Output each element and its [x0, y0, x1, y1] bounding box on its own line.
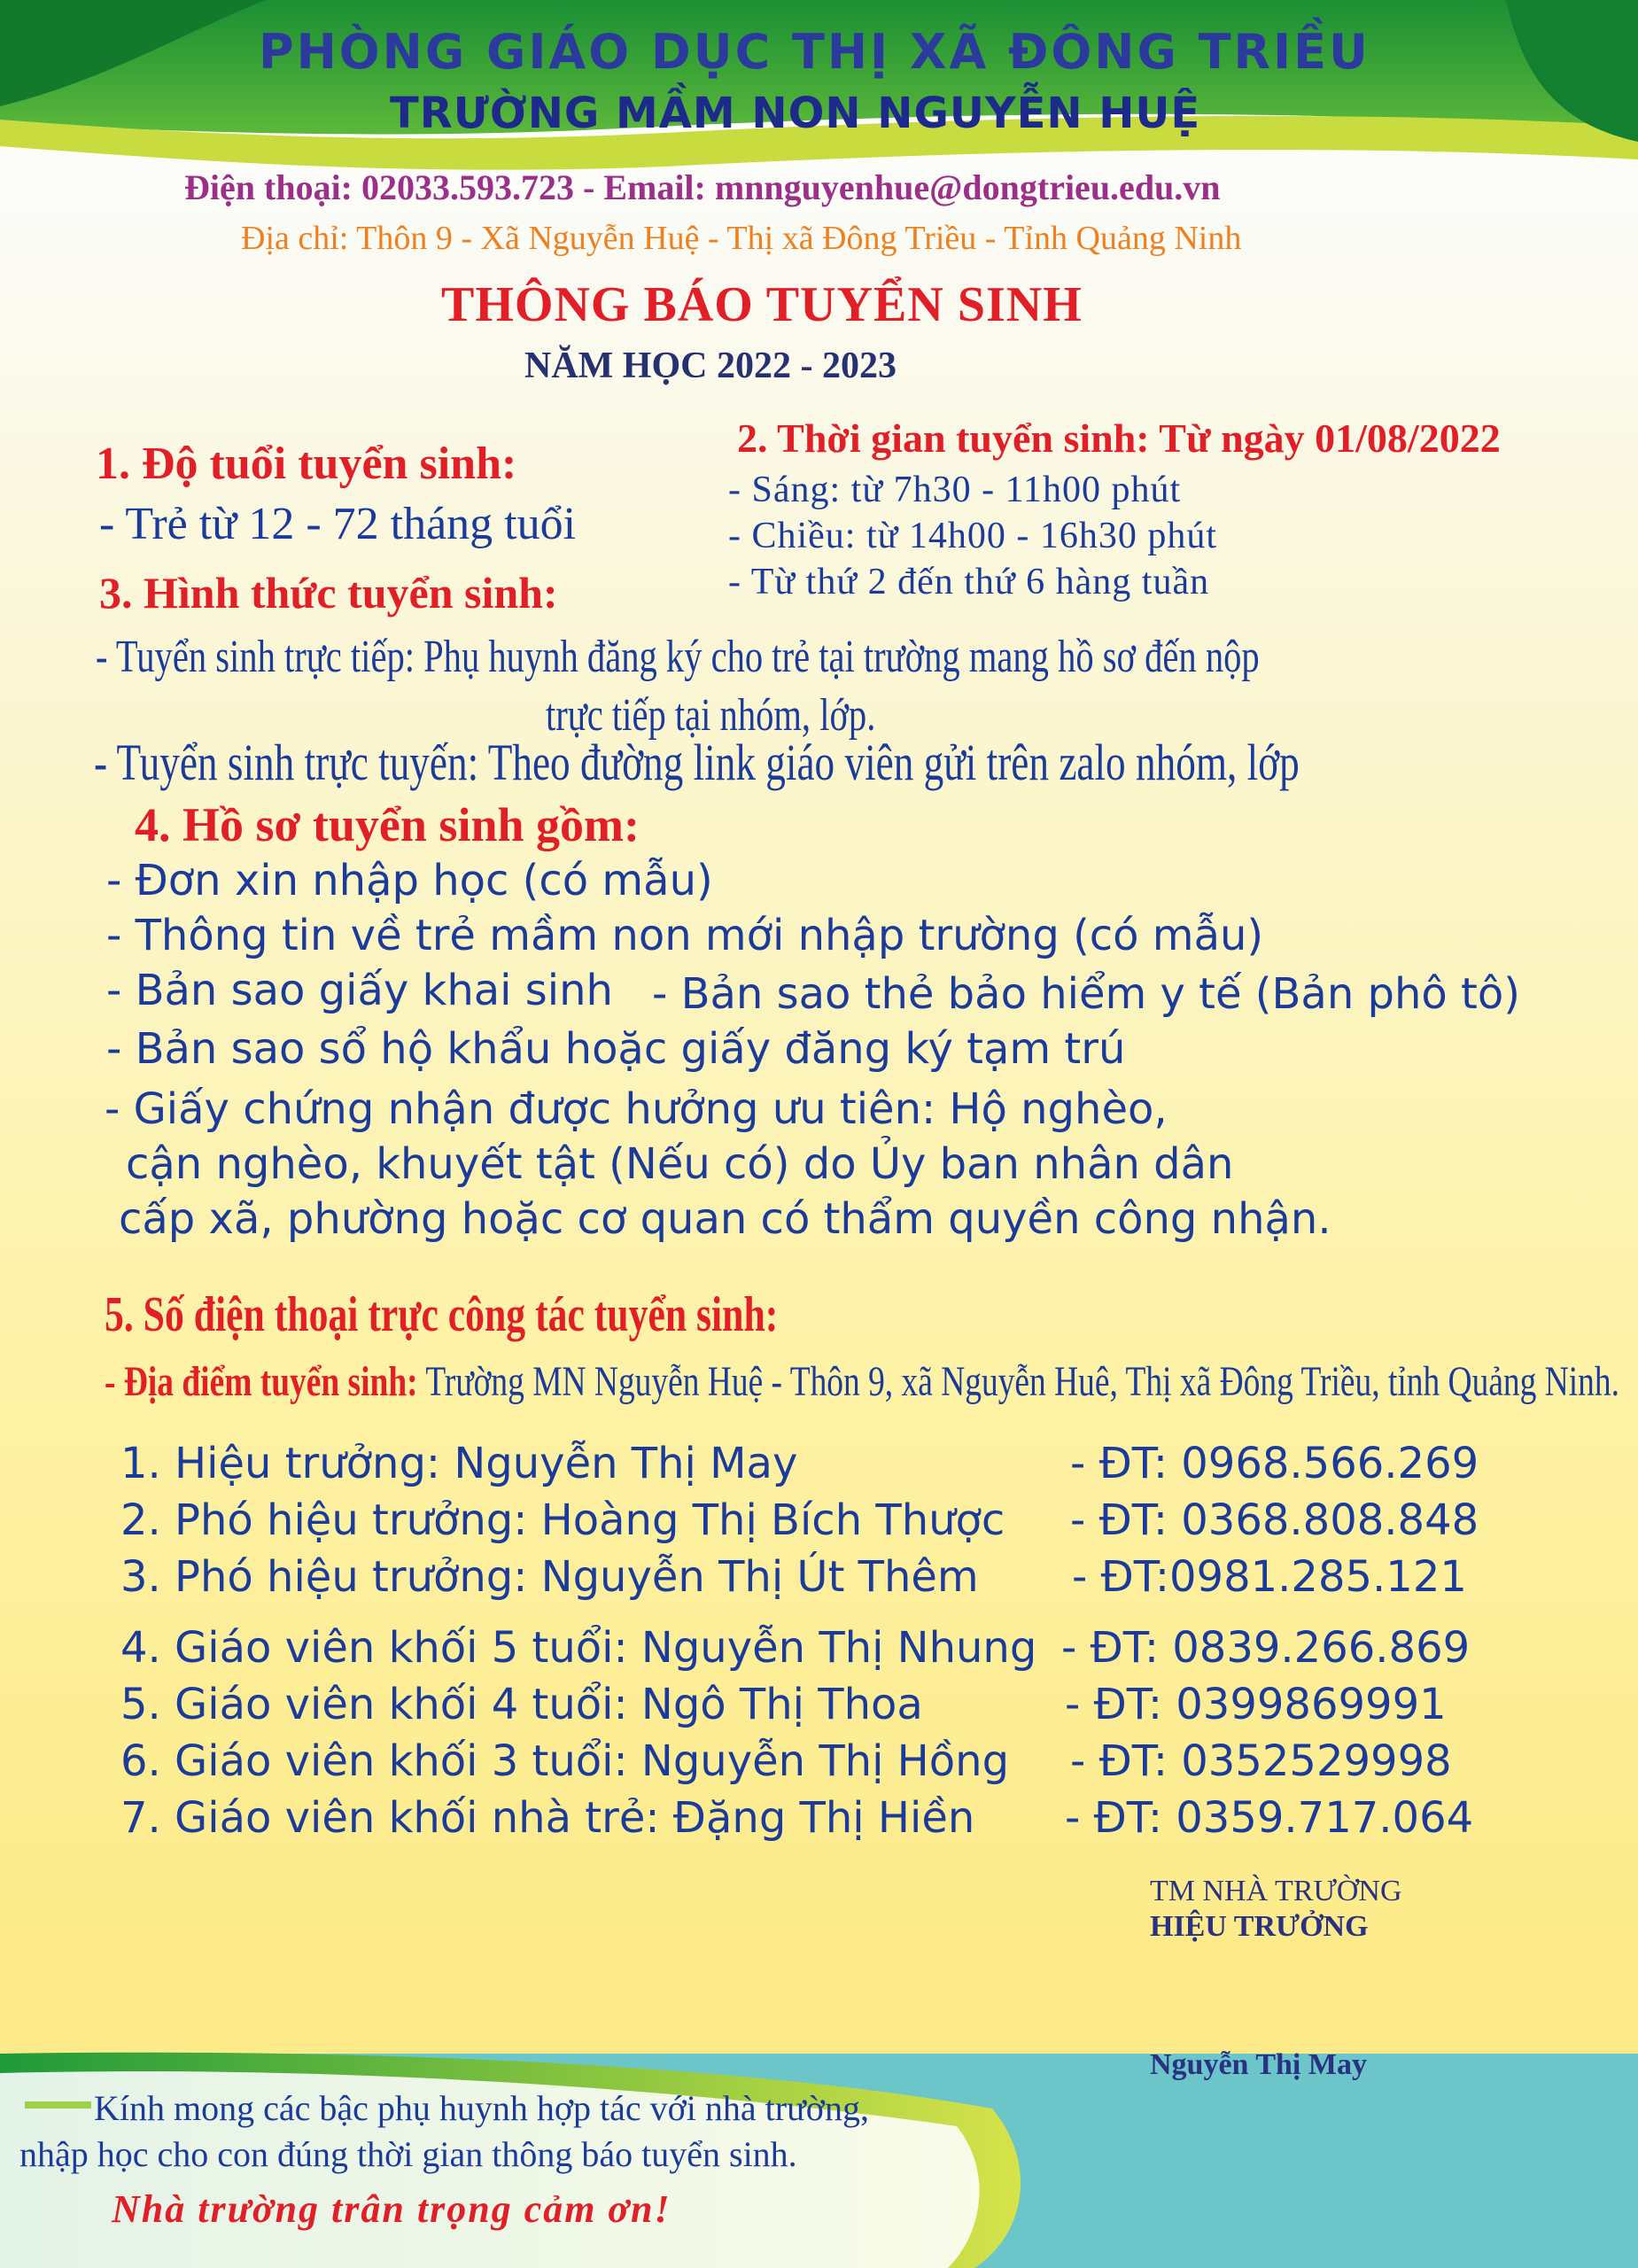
section5-location-value: Trường MN Nguyễn Huệ - Thôn 9, xã Nguyễn Huê, Thị xã Đông Triều, tỉnh Quảng Ninh.	[417, 1358, 1619, 1405]
section4-item-priority-cert-line1: - Giấy chứng nhận được hưởng ưu tiên: Hộ nghèo,	[105, 1084, 1168, 1134]
section3-heading: 3. Hình thức tuyển sinh:	[99, 568, 558, 617]
contact-line: Điện thoại: 02033.593.723 - Email: mnnguyenhue@dongtrieu.edu.vn	[184, 167, 1221, 207]
section4-heading: 4. Hồ sơ tuyển sinh gồm:	[135, 798, 640, 851]
contact-phone-vice-principal-1: - ĐT: 0368.808.848	[1070, 1495, 1479, 1545]
contact-phone-teacher-5yo: - ĐT: 0839.266.869	[1061, 1623, 1471, 1673]
section5-heading: 5. Số điện thoại trực công tác tuyển sinh:	[105, 1287, 779, 1342]
notice-title: THÔNG BÁO TUYỂN SINH	[441, 277, 1083, 332]
contact-name-teacher-4yo: 5. Giáo viên khối 4 tuổi: Ngô Thị Thoa	[120, 1680, 923, 1729]
section4-item-health-insurance: - Bản sao thẻ bảo hiểm y tế (Bản phô tô)	[652, 969, 1520, 1019]
section2-line-days: - Từ thứ 2 đến thứ 6 hàng tuần	[728, 562, 1210, 602]
signature-on-behalf: TM NHÀ TRƯỜNG	[1150, 1875, 1402, 1907]
contact-name-vice-principal-1: 2. Phó hiệu trưởng: Hoàng Thị Bích Thược	[120, 1495, 1005, 1545]
section4-item-household-register: - Bản sao sổ hộ khẩu hoặc giấy đăng ký tạm trú	[106, 1024, 1126, 1074]
signature-name: Nguyễn Thị May	[1150, 2048, 1367, 2081]
section4-item-birth-certificate: - Bản sao giấy khai sinh	[106, 966, 613, 1015]
contact-name-teacher-5yo: 4. Giáo viên khối 5 tuổi: Nguyễn Thị Nhung	[120, 1623, 1037, 1673]
section3-online-line: - Tuyển sinh trực tuyến: Theo đường link giáo viên gửi trên zalo nhóm, lớp	[94, 734, 1300, 791]
signature-role: HIỆU TRƯỞNG	[1150, 1910, 1369, 1943]
department-name: PHÒNG GIÁO DỤC THỊ XÃ ĐÔNG TRIỀU	[259, 24, 1370, 80]
address-line: Địa chỉ: Thôn 9 - Xã Nguyễn Huệ - Thị xã Đông Triều - Tỉnh Quảng Ninh	[241, 220, 1242, 257]
section5-location-label: - Địa điểm tuyển sinh:	[105, 1358, 418, 1405]
footer-message-line1: Kính mong các bậc phụ huynh hợp tác với nhà trường,	[94, 2088, 869, 2128]
section2-heading: 2. Thời gian tuyển sinh: Từ ngày 01/08/2022	[737, 416, 1501, 461]
section4-item-child-info: - Thông tin về trẻ mầm non mới nhập trường (có mẫu)	[106, 911, 1264, 960]
section4-item-application-form: - Đơn xin nhập học (có mẫu)	[106, 856, 713, 905]
section3-direct-line2: trực tiếp tại nhóm, lớp.	[546, 690, 876, 741]
section3-direct-line1: - Tuyển sinh trực tiếp: Phụ huynh đăng ký cho trẻ tại trường mang hồ sơ đến nộp	[96, 632, 1260, 682]
footer-message-line2: nhập học cho con đúng thời gian thông báo tuyển sinh.	[19, 2134, 797, 2174]
contact-name-vice-principal-2: 3. Phó hiệu trưởng: Nguyễn Thị Út Thêm	[120, 1552, 979, 1602]
section4-item-priority-cert-line2: cận nghèo, khuyết tật (Nếu có) do Ủy ban nhân dân	[126, 1139, 1234, 1189]
footer-thanks: Nhà trường trân trọng cảm ơn!	[112, 2187, 672, 2231]
section1-age-line: - Trẻ từ 12 - 72 tháng tuổi	[99, 499, 577, 549]
contact-phone-teacher-3yo: - ĐT: 0352529998	[1070, 1736, 1452, 1786]
section5-location-line	[105, 1358, 1619, 1405]
section4-item-priority-cert-line3: cấp xã, phường hoặc cơ quan có thẩm quyền công nhận.	[119, 1194, 1331, 1244]
contact-phone-principal: - ĐT: 0968.566.269	[1070, 1439, 1479, 1488]
contact-phone-vice-principal-2: - ĐT:0981.285.121	[1072, 1552, 1467, 1602]
contact-name-principal: 1. Hiệu trưởng: Nguyễn Thị May	[120, 1439, 798, 1488]
contact-name-teacher-nursery: 7. Giáo viên khối nhà trẻ: Đặng Thị Hiền	[120, 1793, 975, 1843]
school-year: NĂM HỌC 2022 - 2023	[524, 346, 897, 386]
contact-phone-teacher-4yo: - ĐT: 0399869991	[1065, 1680, 1447, 1729]
contact-name-teacher-3yo: 6. Giáo viên khối 3 tuổi: Nguyễn Thị Hồng	[120, 1736, 1010, 1786]
contact-phone-teacher-nursery: - ĐT: 0359.717.064	[1065, 1793, 1474, 1843]
section1-heading: 1. Độ tuổi tuyển sinh:	[96, 439, 517, 489]
school-name: TRƯỜNG MẦM NON NGUYỄN HUỆ	[390, 89, 1201, 138]
section2-line-morning: - Sáng: từ 7h30 - 11h00 phút	[728, 470, 1182, 510]
section2-line-afternoon: - Chiều: từ 14h00 - 16h30 phút	[728, 516, 1218, 556]
